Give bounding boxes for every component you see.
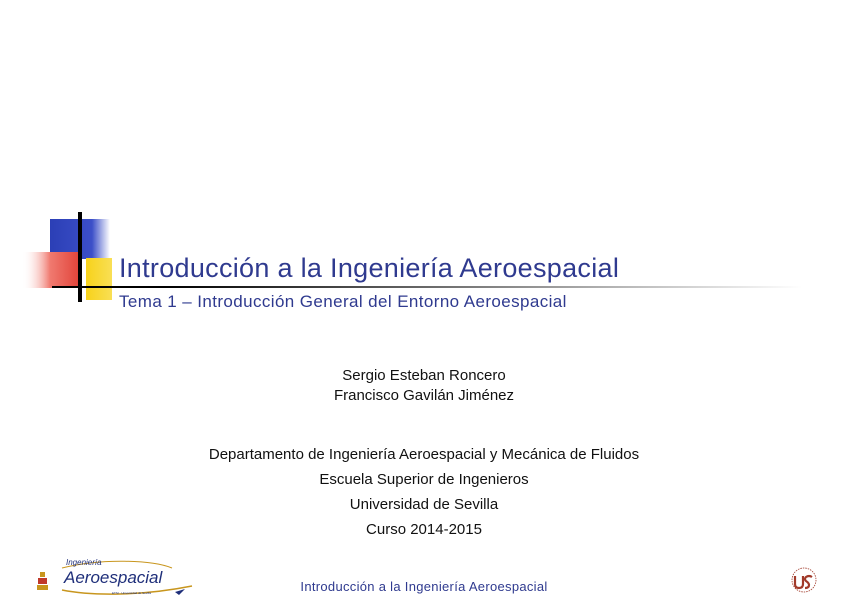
author-name: Francisco Gavilán Jiménez (333, 387, 515, 404)
deco-horizontal-line (52, 286, 802, 288)
department-text: Departamento de Ingeniería Aeroespacial y Mecánica de Fluidos (208, 446, 640, 463)
deco-vertical-line (78, 212, 82, 302)
deco-red-block (22, 252, 78, 288)
deco-yellow-block (86, 258, 112, 300)
deco-blue-block (50, 219, 110, 259)
slide-subtitle: Tema 1 – Introducción General del Entorno Aeroespacial (119, 292, 567, 311)
university-text: Universidad de Sevilla (349, 496, 499, 513)
slide-title: Introducción a la Ingeniería Aeroespacial (119, 253, 620, 283)
author-name: Sergio Esteban Roncero (342, 367, 506, 384)
course-text: Curso 2014-2015 (366, 521, 482, 538)
footer-title: Introducción a la Ingeniería Aeroespacial (300, 579, 548, 594)
logo-main-text: Aeroespacial (64, 568, 163, 587)
us-university-crest-icon (787, 566, 821, 596)
logo-tag-text: ETSI · Universidad de Sevilla (112, 591, 152, 595)
logo-small-text: Ingeniería (66, 558, 102, 567)
school-text: Escuela Superior de Ingenieros (319, 471, 529, 488)
